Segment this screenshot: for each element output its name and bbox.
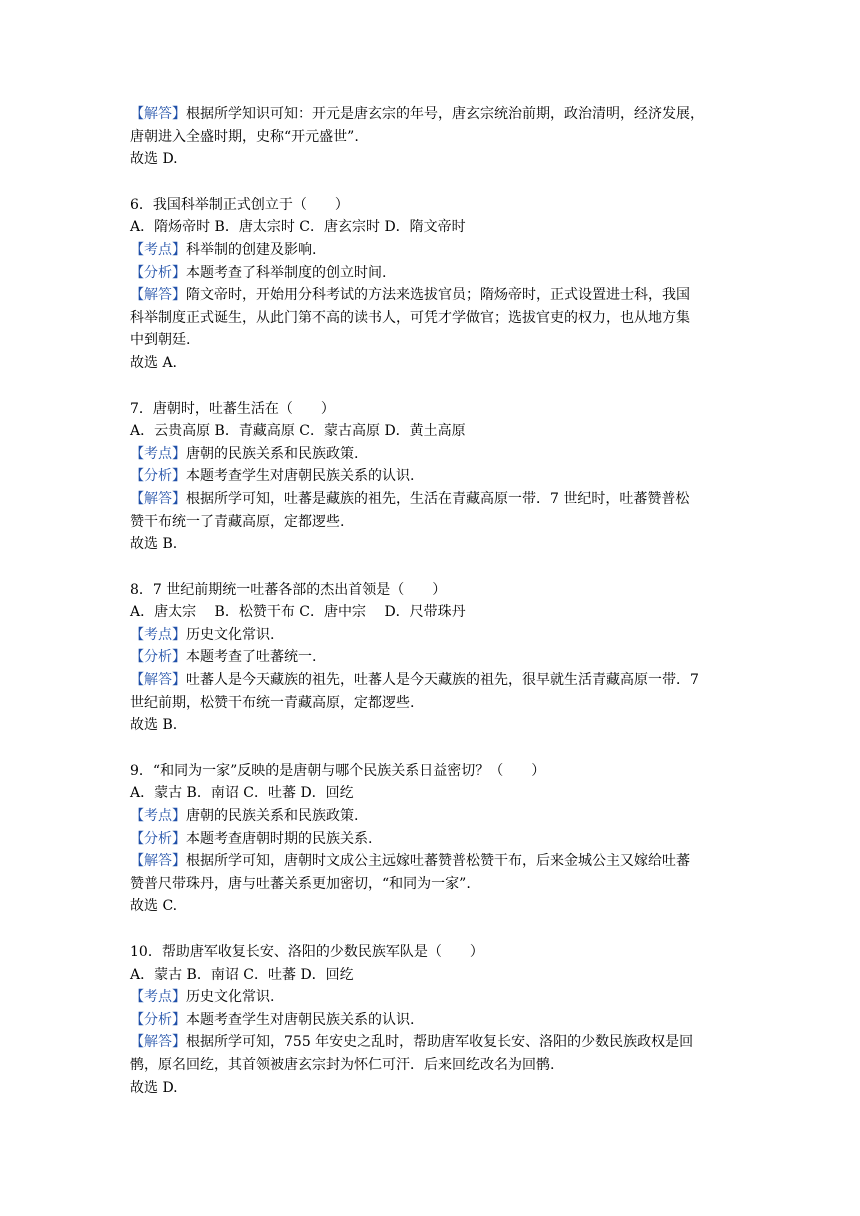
line-text: 本题考查了科举制度的创立时间.: [186, 264, 387, 281]
text-line: [130, 533, 735, 556]
line-text: 9．“和同为一家”反映的是唐朝与哪个民族关系日益密切？（ ）: [130, 762, 546, 779]
line-text: 故选 B.: [130, 717, 178, 734]
text-line: [130, 782, 735, 805]
question-gap: [130, 171, 735, 194]
text-line: [130, 420, 735, 443]
line-text: 故选 C.: [130, 898, 178, 915]
text-line: [130, 828, 735, 851]
section-tag: 【解答】: [130, 1034, 186, 1051]
question-gap: [130, 556, 735, 579]
question-gap: [130, 918, 735, 941]
section-tag: 【分析】: [130, 830, 186, 847]
text-line: [130, 511, 735, 534]
line-text: 吐蕃人是今天藏族的祖先，吐蕃人是今天藏族的祖先，很早就生活青藏高原一带．7: [186, 672, 699, 689]
section-tag: 【考点】: [130, 445, 186, 462]
line-text: A．蒙古 B．南诏 C．吐蕃 D．回纥: [130, 966, 354, 983]
line-text: 本题考查学生对唐朝民族关系的认识.: [186, 1011, 415, 1028]
question-block: [130, 194, 735, 375]
text-line: [130, 148, 735, 171]
section-tag: 【解答】: [130, 672, 186, 689]
text-line: [130, 1077, 735, 1100]
line-text: 8．7 世纪前期统一吐蕃各部的杰出首领是（ ）: [130, 581, 447, 598]
line-text: 本题考查学生对唐朝民族关系的认识.: [186, 468, 415, 485]
line-text: 故选 B.: [130, 536, 178, 553]
text-line: [130, 986, 735, 1009]
line-text: 唐朝的民族关系和民族政策.: [186, 445, 359, 462]
text-line: [130, 307, 735, 330]
line-text: A．隋炀帝时 B．唐太宗时 C．唐玄宗时 D．隋文帝时: [130, 219, 466, 236]
question-gap: [130, 375, 735, 398]
text-line: [130, 443, 735, 466]
line-text: 根据所学知识可知：开元是唐玄宗的年号，唐玄宗统治前期，政治清明，经济发展，: [186, 106, 704, 122]
line-text: 唐朝的民族关系和民族政策.: [186, 808, 359, 825]
line-text: 世纪前期，松赞干布统一青藏高原，定都逻些.: [130, 694, 415, 711]
line-text: 历史文化常识.: [186, 989, 275, 1006]
text-line: [130, 624, 735, 647]
line-text: 故选 D.: [130, 151, 178, 168]
text-line: [130, 329, 735, 352]
line-text: 10．帮助唐军收复长安、洛阳的少数民族军队是（ ）: [130, 944, 484, 960]
text-line: [130, 1031, 735, 1054]
text-line: [130, 714, 735, 737]
section-tag: 【解答】: [130, 287, 186, 304]
question-gap: [130, 737, 735, 760]
text-line: [130, 692, 735, 715]
line-text: A．云贵高原 B．青藏高原 C．蒙古高原 D．黄土高原: [130, 423, 466, 440]
section-tag: 【解答】: [130, 490, 186, 507]
text-line: [130, 284, 735, 307]
text-line: [130, 194, 735, 217]
text-line: [130, 398, 735, 421]
text-line: [130, 126, 735, 149]
section-tag: 【考点】: [130, 808, 186, 825]
section-tag: 【解答】: [130, 853, 186, 870]
text-line: [130, 895, 735, 918]
text-line: [130, 941, 735, 964]
line-text: 科举制的创建及影响.: [186, 241, 317, 258]
section-tag: 【考点】: [130, 626, 186, 643]
answer-block: [130, 103, 735, 171]
line-text: 根据所学可知，唐朝时文成公主远嫁吐蕃赞普松赞干布，后来金城公主又嫁给吐蕃: [186, 853, 690, 870]
line-text: A．唐太宗 B．松赞干布 C．唐中宗 D．尺带珠丹: [130, 604, 466, 621]
line-text: 隋文帝时，开始用分科考试的方法来选拔官员；隋炀帝时，正式设置进士科，我国: [186, 287, 690, 304]
line-text: 科举制度正式诞生，从此门第不高的读书人，可凭才学做官；选拔官吏的权力，也从地方集: [130, 309, 690, 326]
line-text: 中到朝廷.: [130, 332, 191, 349]
text-line: [130, 262, 735, 285]
line-text: A．蒙古 B．南诏 C．吐蕃 D．回纥: [130, 785, 354, 802]
line-text: 赞普尺带珠丹，唐与吐蕃关系更加密切，“和同为一家”.: [130, 875, 471, 892]
text-line: [130, 465, 735, 488]
line-text: 历史文化常识.: [186, 626, 275, 643]
text-line: [130, 669, 735, 692]
text-line: [130, 103, 735, 126]
document-page: [130, 103, 735, 1099]
text-line: [130, 579, 735, 602]
text-line: [130, 239, 735, 262]
line-text: 鹘，原名回纥，其首领被唐玄宗封为怀仁可汗．后来回纥改名为回鹘.: [130, 1056, 555, 1073]
line-text: 6．我国科举制正式创立于（ ）: [130, 196, 349, 213]
text-line: [130, 488, 735, 511]
line-text: 7．唐朝时，吐蕃生活在（ ）: [130, 400, 335, 417]
text-line: [130, 1054, 735, 1077]
text-line: [130, 964, 735, 987]
text-line: [130, 216, 735, 239]
section-tag: 【分析】: [130, 264, 186, 281]
question-block: [130, 579, 735, 737]
section-tag: 【考点】: [130, 241, 186, 258]
line-text: 赞干布统一了青藏高原，定都逻些.: [130, 513, 345, 530]
question-block: [130, 760, 735, 918]
line-text: 故选 D.: [130, 1079, 178, 1096]
section-tag: 【考点】: [130, 989, 186, 1006]
section-tag: 【分析】: [130, 1011, 186, 1028]
text-line: [130, 1009, 735, 1032]
line-text: 根据所学可知，755 年安史之乱时，帮助唐军收复长安、洛阳的少数民族政权是回: [186, 1034, 694, 1051]
section-tag: 【分析】: [130, 468, 186, 485]
section-tag: 【解答】: [130, 106, 186, 122]
text-line: [130, 352, 735, 375]
line-text: 根据所学可知，吐蕃是藏族的祖先，生活在青藏高原一带．7 世纪时，吐蕃赞普松: [186, 490, 690, 507]
text-line: [130, 760, 735, 783]
line-text: 本题考查唐朝时期的民族关系.: [186, 830, 373, 847]
text-line: [130, 850, 735, 873]
text-line: [130, 805, 735, 828]
line-text: 唐朝进入全盛时期，史称“开元盛世”.: [130, 128, 359, 145]
line-text: 本题考查了吐蕃统一.: [186, 649, 317, 666]
question-block: [130, 941, 735, 1099]
text-line: [130, 601, 735, 624]
text-line: [130, 646, 735, 669]
section-tag: 【分析】: [130, 649, 186, 666]
question-block: [130, 398, 735, 556]
line-text: 故选 A.: [130, 354, 178, 371]
text-line: [130, 873, 735, 896]
